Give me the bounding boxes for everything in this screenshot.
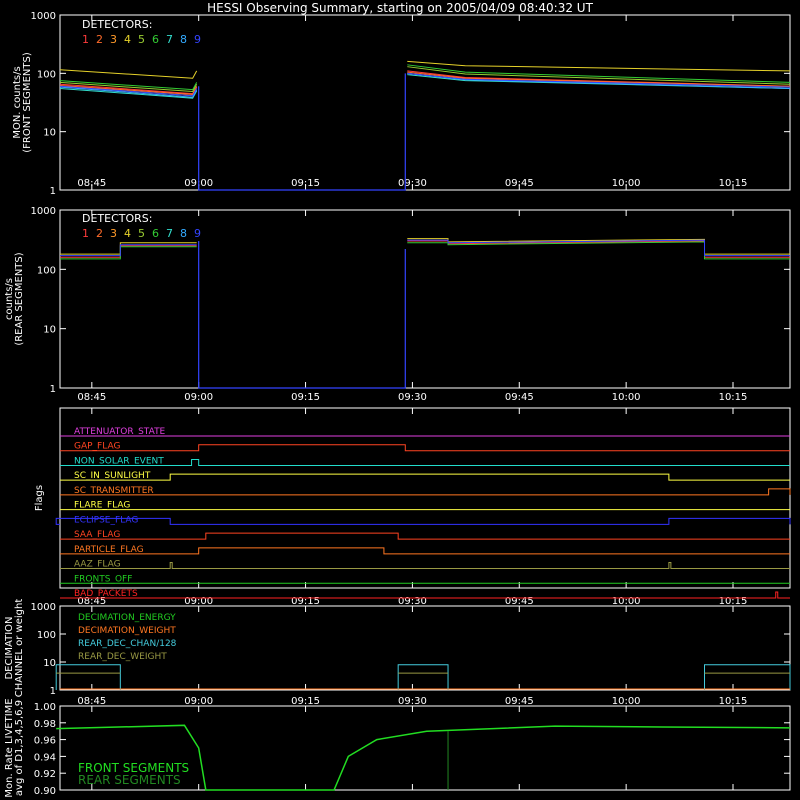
x-tick-label: 08:45	[77, 596, 107, 607]
flag-label: FRONTS_OFF	[74, 574, 133, 585]
x-tick-label: 09:30	[397, 392, 427, 403]
series-line	[407, 61, 790, 70]
legend-item: REAR_DEC_CHAN/128	[78, 639, 177, 649]
y-axis-label: CHANNEL or weight	[14, 598, 25, 698]
flag-label: ATTENUATOR_STATE	[74, 427, 166, 437]
flag-label: ECLIPSE_FLAG	[74, 515, 139, 526]
x-tick-label: 09:30	[397, 178, 427, 189]
x-tick-label: 08:45	[77, 178, 107, 189]
flag-line	[60, 533, 790, 539]
y-tick-label: 1	[49, 686, 56, 697]
series-line	[60, 70, 197, 78]
y-axis-label: Mon. Rate LIVETIME	[4, 698, 15, 798]
y-tick-label: 0.98	[33, 718, 56, 730]
decimation-step	[56, 665, 120, 690]
legend-item: REAR_DEC_WEIGHT	[78, 652, 167, 662]
legend-item: 8	[180, 33, 187, 46]
legend-item: 6	[152, 227, 159, 240]
x-tick-label: 08:45	[77, 696, 107, 707]
x-tick-label: 09:00	[184, 696, 214, 707]
y-tick-label: 10	[43, 324, 56, 336]
x-tick-label: 09:45	[504, 392, 534, 403]
y-tick-label: 1	[49, 384, 56, 395]
y-tick-label: 1000	[30, 206, 56, 217]
gap-trace	[199, 241, 406, 388]
legend-item: 9	[194, 33, 201, 46]
y-tick-label: 100	[36, 69, 56, 81]
legend-item: 1	[82, 227, 89, 240]
y-axis-label: counts/s	[4, 277, 15, 321]
y-tick-label: 1	[49, 186, 56, 197]
x-tick-label: 10:00	[611, 178, 641, 189]
flag-line	[60, 474, 790, 480]
legend-item: 5	[138, 227, 145, 240]
y-tick-label: 10	[43, 127, 56, 139]
x-tick-label: 09:15	[291, 696, 320, 707]
legend-item: 7	[166, 33, 173, 46]
x-tick-label: 09:15	[291, 392, 320, 403]
legend-item: DECIMATION_WEIGHT	[78, 626, 176, 636]
legend-item: FRONT SEGMENTS	[78, 761, 190, 775]
x-tick-label: 10:15	[718, 178, 748, 189]
x-tick-label: 09:00	[184, 596, 214, 607]
y-tick-label: 0.96	[33, 735, 56, 747]
y-tick-label: 0.94	[33, 752, 56, 764]
legend-item: REAR SEGMENTS	[78, 773, 181, 787]
flag-label: SC_TRANSMITTER	[74, 485, 154, 496]
x-tick-label: 09:00	[184, 392, 214, 403]
flag-label: NON_SOLAR_EVENT	[74, 456, 164, 467]
legend-item: 6	[152, 33, 159, 46]
x-tick-label: 09:45	[504, 596, 534, 607]
flag-label: BAD_PACKETS	[74, 589, 138, 599]
x-tick-label: 10:00	[611, 596, 641, 607]
x-tick-label: 09:45	[504, 178, 534, 189]
x-tick-label: 10:15	[718, 392, 748, 403]
x-tick-label: 09:30	[397, 696, 427, 707]
legend-item: 7	[166, 227, 173, 240]
flag-label: SAA_FLAG	[74, 530, 121, 541]
flag-label: PARTICLE_FLAG	[74, 544, 144, 555]
x-tick-label: 09:15	[291, 178, 320, 189]
x-tick-label: 10:00	[611, 696, 641, 707]
y-tick-label: 0.90	[33, 786, 56, 797]
series-line	[407, 242, 790, 259]
flag-label: SC_IN_SUNLIGHT	[74, 471, 151, 482]
legend-item: 4	[124, 227, 131, 240]
x-tick-label: 09:00	[184, 178, 214, 189]
legend-item: 3	[110, 33, 117, 46]
chart-title: HESSI Observing Summary, starting on 2005/04/09 08:40:32 UT	[207, 1, 593, 15]
y-axis-label: MON. counts/s	[12, 66, 23, 139]
legend-title: DETECTORS:	[82, 18, 153, 31]
legend-item: 2	[96, 227, 103, 240]
decimation-step	[705, 665, 790, 690]
x-tick-label: 10:15	[718, 596, 748, 607]
y-axis-label: avg of D1,3,4,5,6,9	[14, 699, 25, 797]
y-tick-label: 0.92	[33, 769, 56, 781]
x-tick-label: 10:00	[611, 392, 641, 403]
x-tick-label: 09:30	[397, 596, 427, 607]
flags-panel-frame	[60, 408, 790, 588]
y-axis-label: (FRONT SEGMENTS)	[22, 52, 33, 153]
legend-item: 1	[82, 33, 89, 46]
flag-label: FLARE_FLAG	[74, 500, 131, 511]
legend-item: 8	[180, 227, 187, 240]
legend-item: 4	[124, 33, 131, 46]
legend-item: 3	[110, 227, 117, 240]
y-axis-label: Flags	[34, 484, 45, 512]
y-tick-label: 100	[36, 265, 56, 277]
y-tick-label: 100	[36, 630, 56, 641]
flag-line	[60, 445, 790, 451]
legend-item: 5	[138, 33, 145, 46]
gap-trace	[199, 73, 406, 190]
decimation-step	[398, 665, 448, 690]
series-line	[60, 86, 197, 95]
flag-line	[60, 489, 790, 495]
flag-label: AAZ_FLAG	[74, 559, 121, 570]
legend-item: 9	[194, 227, 201, 240]
legend-item: DECIMATION_ENERGY	[78, 613, 176, 623]
flag-line	[60, 459, 790, 465]
flag-label: GAP_FLAG	[74, 441, 121, 452]
y-axis-label: (REAR SEGMENTS)	[14, 252, 25, 346]
y-tick-label: 1000	[30, 11, 56, 22]
legend-title: DETECTORS:	[82, 212, 153, 225]
x-tick-label: 10:15	[718, 696, 748, 707]
y-axis-label: DECIMATION	[4, 616, 15, 680]
flag-line	[56, 518, 790, 524]
y-tick-label: 1.00	[33, 702, 56, 713]
x-tick-label: 09:45	[504, 696, 534, 707]
x-tick-label: 08:45	[77, 392, 107, 403]
y-tick-label: 10	[43, 658, 56, 669]
legend-item: 2	[96, 33, 103, 46]
x-tick-label: 09:15	[291, 596, 320, 607]
flag-line	[60, 563, 790, 569]
y-tick-label: 1000	[30, 602, 56, 613]
flag-line	[60, 548, 790, 554]
